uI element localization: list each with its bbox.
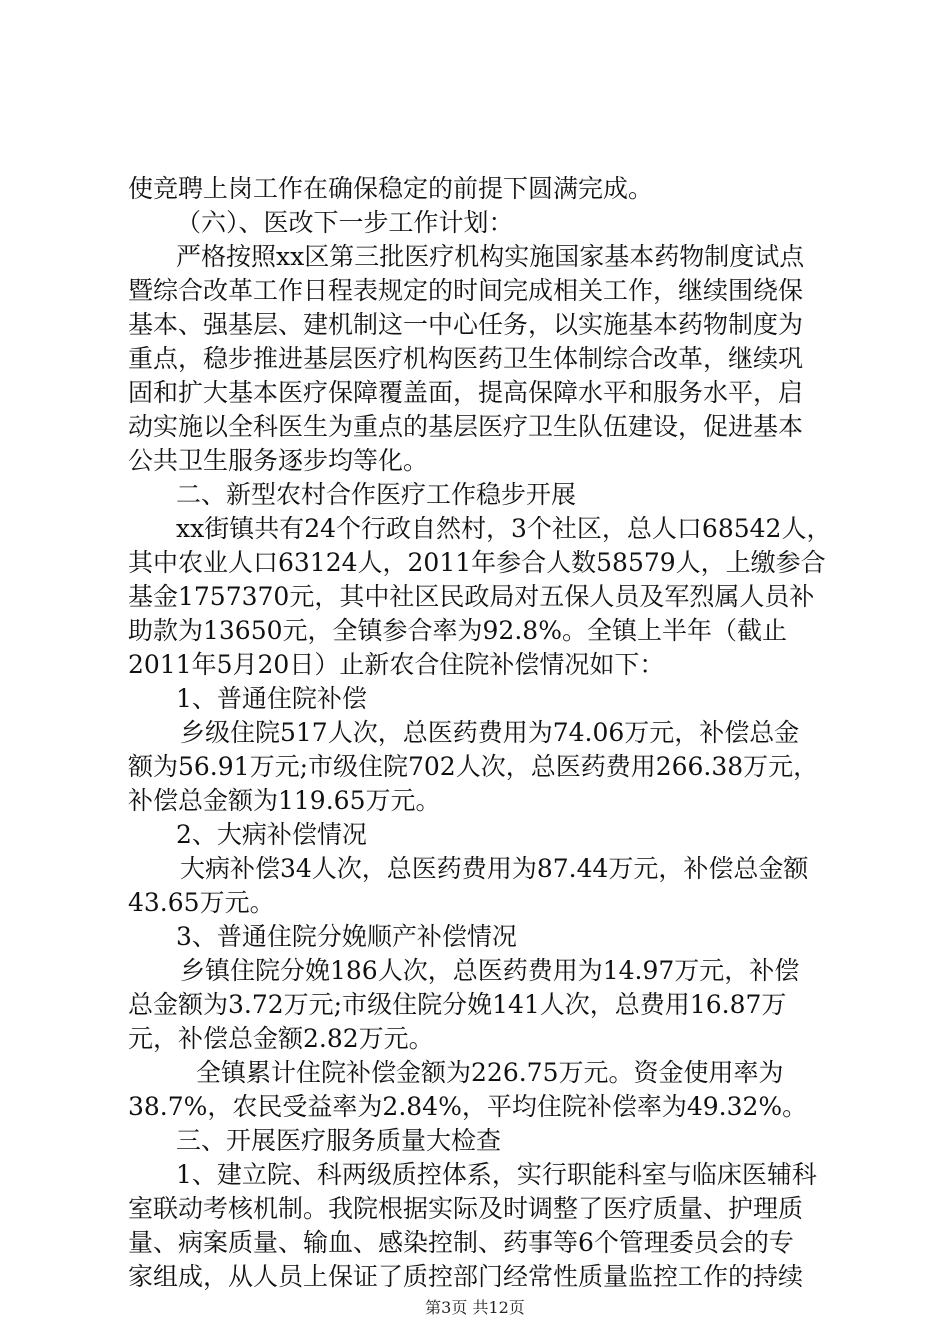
text-line: 38.7%，农民受益率为2.84%，平均住院补偿率为49.32%。	[128, 1092, 808, 1121]
text-line: 大病补偿34人次，总医药费用为87.44万元，补偿总金额	[180, 854, 809, 883]
text-line: 重点，稳步推进基层医疗机构医药卫生体制综合改革，继续巩	[128, 344, 804, 373]
text-line: 助款为13650元，全镇参合率为92.8%。全镇上半年（截止	[128, 616, 787, 645]
text-line: 总金额为3.72万元;市级住院分娩141人次，总费用16.87万	[128, 990, 787, 1019]
text-line: 1、建立院、科两级质控体系，实行职能科室与临床医辅科	[176, 1160, 817, 1189]
text-line: 基本、强基层、建机制这一中心任务，以实施基本药物制度为	[128, 310, 804, 339]
text-line: 乡级住院517人次，总医药费用为74.06万元，补偿总金	[180, 718, 800, 747]
section-heading: 二、新型农村合作医疗工作稳步开展	[176, 480, 577, 509]
text-line: 量、病案质量、输血、感染控制、药事等6个管理委员会的专	[128, 1228, 794, 1257]
text-line: 额为56.91万元;市级住院702人次，总医药费用266.38万元，	[128, 752, 819, 781]
text-line: xx街镇共有24个行政自然村，3个社区，总人口68542人，	[176, 514, 832, 543]
text-line: 室联动考核机制。我院根据实际及时调整了医疗质量、护理质	[128, 1194, 804, 1223]
subsection-heading: 3、普通住院分娩顺产补偿情况	[176, 922, 517, 951]
text-line: 家组成，从人员上保证了质控部门经常性质量监控工作的持续	[128, 1262, 804, 1291]
text-line: 补偿总金额为119.65万元。	[128, 786, 441, 815]
text-line: 暨综合改革工作日程表规定的时间完成相关工作，继续围绕保	[128, 276, 804, 305]
text-line: 固和扩大基本医疗保障覆盖面，提高保障水平和服务水平，启	[128, 378, 804, 407]
text-line: 使竞聘上岗工作在确保稳定的前提下圆满完成。	[128, 174, 654, 203]
text-line: 公共卫生服务逐步均等化。	[128, 446, 429, 475]
text-line: 全镇累计住院补偿金额为226.75万元。资金使用率为	[196, 1058, 784, 1087]
text-line: 2011年5月20日）止新农合住院补偿情况如下：	[128, 650, 665, 679]
section-heading: （六）、医改下一步工作计划：	[176, 208, 514, 237]
page-number-footer: 第3页 共12页	[425, 1298, 525, 1317]
text-line: 其中农业人口63124人，2011年参合人数58579人，上缴参合	[128, 548, 826, 577]
section-heading: 三、开展医疗服务质量大检查	[176, 1126, 502, 1155]
subsection-heading: 2、大病补偿情况	[176, 820, 367, 849]
subsection-heading: 1、普通住院补偿	[176, 684, 367, 713]
text-line: 乡镇住院分娩186人次，总医药费用为14.97万元，补偿	[180, 956, 800, 985]
text-line: 基金1757370元，其中社区民政局对五保人员及军烈属人员补	[128, 582, 815, 611]
text-line: 43.65万元。	[128, 888, 275, 917]
text-line: 动实施以全科医生为重点的基层医疗卫生队伍建设，促进基本	[128, 412, 804, 441]
text-line: 严格按照xx区第三批医疗机构实施国家基本药物制度试点	[176, 242, 805, 271]
text-line: 元，补偿总金额2.82万元。	[128, 1024, 434, 1053]
